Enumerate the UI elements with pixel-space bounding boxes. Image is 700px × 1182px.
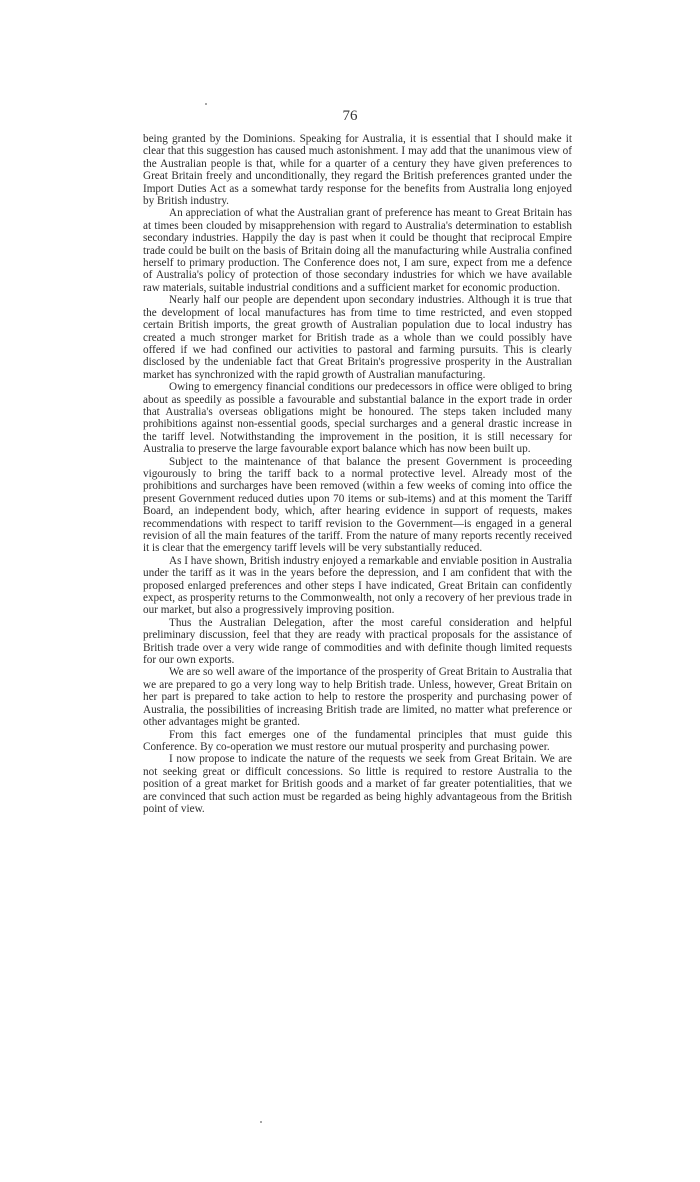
body-text — [143, 133, 572, 815]
paragraph-3: Nearly half our people are dependent upon secondary industries. Although it is true that the development of local manufactures has from time to time restricted, and even stopped certain British imports, the great growth of Australian population due to local industry has created a much stronger market for British trade as a whole than we could possibly have offered if we had confined our activities to pastoral and farming pursuits. This is clearly disclosed by the undeniable fact that Great Britain's progressive prosperity in the Australian market has synchronized with the rapid growth of Australian manufacturing. — [143, 294, 572, 381]
paragraph-6: As I have shown, British industry enjoyed a remarkable and enviable position in Australia under the tariff as it was in the years before the depression, and I am confident that with the proposed enlarged preferences and other steps I have indicated, Great Britain can confidently expect, as prosperity returns to the Commonwealth, not only a recovery of her previous trade in our market, but also a progressively improving position. — [143, 554, 572, 617]
page-number: 76 — [342, 108, 358, 124]
scan-speck — [260, 1121, 262, 1123]
paragraph-2: An appreciation of what the Australian grant of preference has meant to Great Britain has at times been clouded by misapprehension with regard to Australia's determination to establish secondary industries. Happily the day is past when it could be thought that reciprocal Empire trade could be built on the basis of Britain doing all the manufacturing while Australia confined herself to primary production. The Conference does not, I am sure, expect from me a defence of Australia's policy of protection of those secondary industries for which we have available raw materials, suitable industrial conditions and a sufficient market for economic production. — [143, 207, 572, 294]
paragraph-7: Thus the Australian Delegation, after the most careful consideration and helpful preliminary discussion, feel that they are ready with practical proposals for the assistance of British trade over a very wide range of commodities and with definite though limited requests for our own exports. — [143, 616, 572, 667]
paragraph-8: We are so well aware of the importance of the prosperity of Great Britain to Australia that we are prepared to go a very long way to help British trade. Unless, however, Great Britain on her part is prepared to take action to help to restore the prosperity and purchasing power of Australia, the possibilities of increasing British trade are limited, no matter what preference or other advantages might be granted. — [143, 666, 572, 729]
paragraph-1: being granted by the Dominions. Speaking for Australia, it is essential that I should make it clear that this suggestion has caused much astonishment. I may add that the unanimous view of the Australian people is that, while for a quarter of a century they have given preferences to Great Britain freely and unconditionally, they regard the British preferences granted under the Import Duties Act as a somewhat tardy response for the benefits from Australia long enjoyed by British industry. — [143, 133, 572, 208]
paragraph-4: Owing to emergency financial conditions our predecessors in office were obliged to bring about as speedily as possible a favourable and substantial balance in the export trade in order that Australia's overseas obligations might be honoured. The steps taken included many prohibitions against non-essential goods, special surcharges and a general drastic increase in the tariff level. Notwithstanding the improvement in the position, it is still necessary for Australia to preserve the large favourable export balance which has now been built up. — [143, 381, 572, 456]
scan-speck — [205, 103, 207, 105]
paragraph-9: From this fact emerges one of the fundamental principles that must guide this Conference. By co-operation we must restore our mutual prosperity and purchasing power. — [143, 728, 572, 753]
paragraph-10: I now propose to indicate the nature of the requests we seek from Great Britain. We are not seeking great or difficult concessions. So little is required to restore Australia to the position of a great market for British goods and a market of far greater potentialities, that we are convinced that such action must be regarded as being highly advantageous from the British point of view. — [143, 753, 572, 815]
paragraph-5: Subject to the maintenance of that balance the present Government is proceeding vigourously to bring the tariff back to a normal protective level. Already most of the prohibitions and surcharges have been removed (within a few weeks of coming into office the present Government reduced duties upon 70 items or sub-items) and at this moment the Tariff Board, an independent body, which, after hearing evidence in support of requests, makes recommendations with respect to tariff revision to the Government—is engaged in a general revision of all the main features of the tariff. From the nature of many reports recently received it is clear that the emergency tariff levels will be very substantially reduced. — [143, 455, 572, 555]
